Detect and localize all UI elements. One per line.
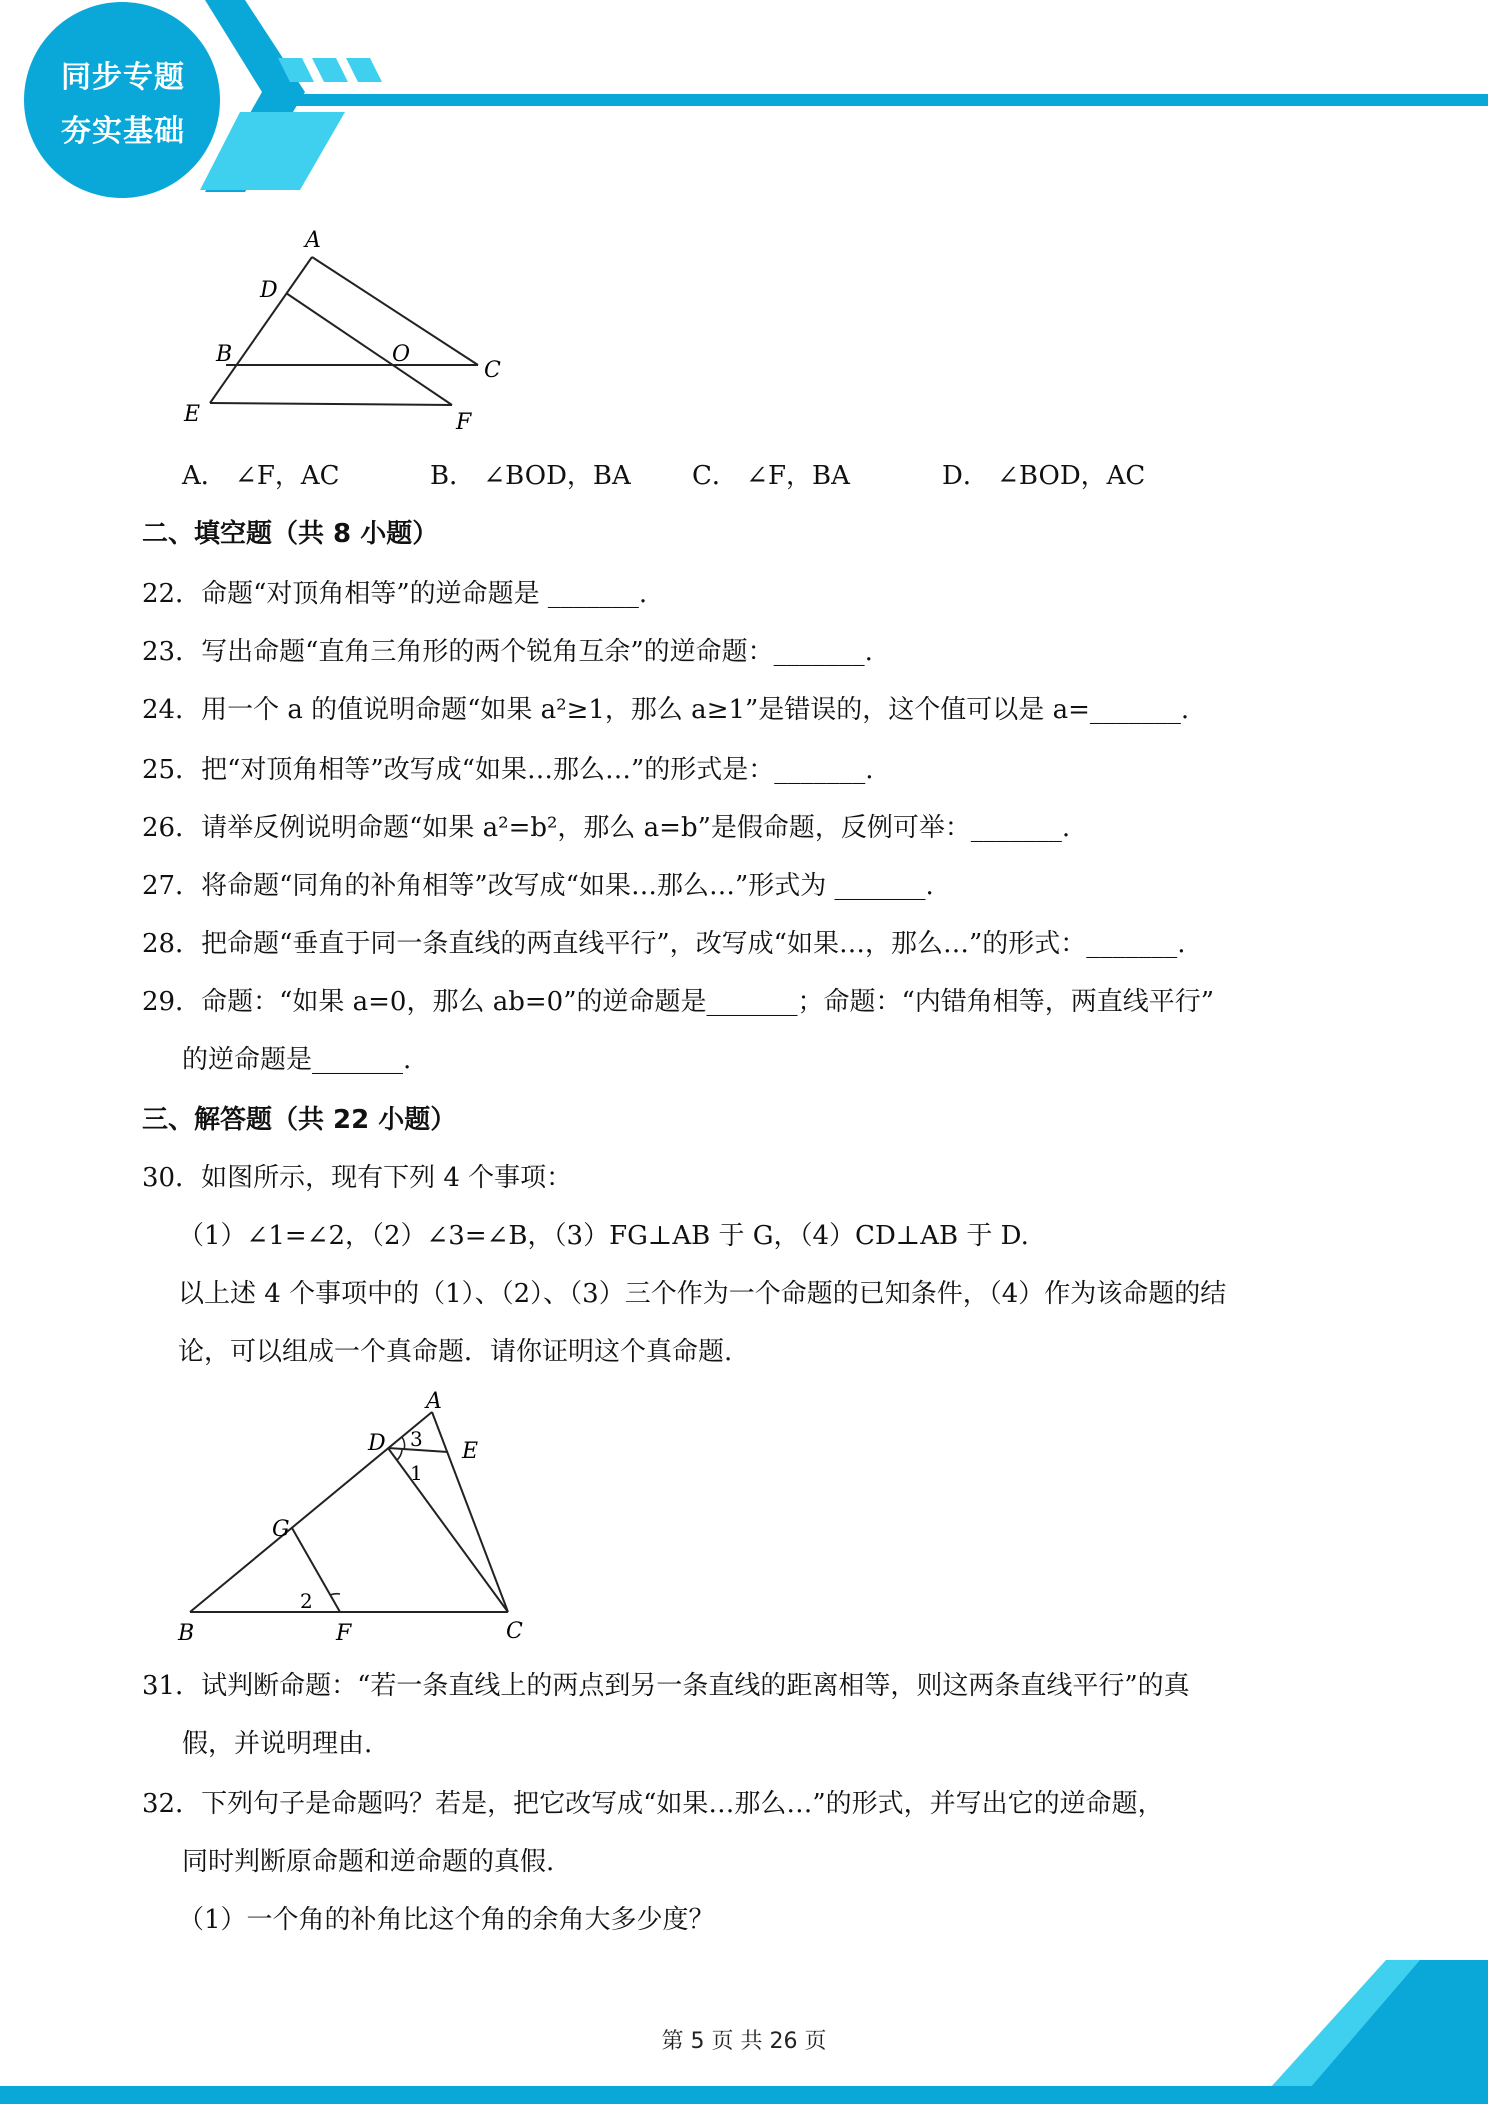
label-D: D bbox=[260, 278, 278, 303]
question-23: 23．写出命题“直角三角形的两个锐角互余”的逆命题：_______. bbox=[142, 637, 873, 667]
angle-1-arc bbox=[397, 1450, 402, 1460]
label-2: 2 bbox=[300, 1589, 313, 1613]
badge-title-line2: 夯实基础 bbox=[61, 114, 185, 149]
angle-2-arc bbox=[330, 1594, 340, 1595]
segment-DC bbox=[388, 1448, 508, 1612]
question-30-line4: 论，可以组成一个真命题．请你证明这个真命题. bbox=[178, 1337, 733, 1367]
label-B: B bbox=[178, 1621, 195, 1646]
header-stripe bbox=[290, 94, 1488, 106]
label-C: C bbox=[506, 1619, 523, 1644]
label-F: F bbox=[336, 1621, 352, 1646]
question-22: 22．命题“对顶角相等”的逆命题是 _______. bbox=[142, 579, 648, 609]
section-heading-fill: 二、填空题（共 8 小题） bbox=[142, 519, 439, 549]
label-B: B bbox=[216, 342, 233, 367]
label-C: C bbox=[484, 358, 501, 383]
label-F: F bbox=[456, 410, 472, 435]
question-31-line2: 假，并说明理由. bbox=[182, 1729, 373, 1759]
footer-stripe bbox=[0, 2086, 1488, 2104]
question-28: 28．把命题“垂直于同一条直线的两直线平行”，改写成“如果…，那么…”的形式：_______. bbox=[142, 929, 1186, 959]
option-c: C． ∠F，BA bbox=[692, 461, 850, 491]
header-chevron-light bbox=[200, 112, 345, 190]
question-31-line1: 31．试判断命题：“若一条直线上的两点到另一条直线的距离相等，则这两条直线平行”的真 bbox=[142, 1671, 1190, 1701]
question-26: 26．请举反例说明命题“如果 a²=b²，那么 a=b”是假命题，反例可举：_______. bbox=[142, 813, 1071, 843]
badge-title-line1: 同步专题 bbox=[61, 60, 185, 95]
figure-triangle-2 bbox=[170, 1390, 550, 1650]
question-30-line2: （1）∠1=∠2，（2）∠3=∠B，（3）FG⊥AB 于 G，（4）CD⊥AB 于 D. bbox=[178, 1221, 1029, 1251]
segment-EF bbox=[210, 403, 452, 405]
header-banner bbox=[0, 0, 1488, 200]
question-32-part1: （1）一个角的补角比这个角的余角大多少度？ bbox=[178, 1905, 715, 1935]
option-a: A． ∠F，AC bbox=[182, 461, 340, 491]
header-dash-3 bbox=[346, 58, 382, 82]
label-E: E bbox=[184, 402, 201, 427]
option-d: D． ∠BOD，AC bbox=[942, 461, 1146, 491]
segment-DF bbox=[286, 293, 452, 405]
question-30-line1: 30．如图所示，现有下列 4 个事项： bbox=[142, 1163, 573, 1193]
option-b: B． ∠BOD，BA bbox=[430, 461, 631, 491]
label-E: E bbox=[462, 1439, 479, 1464]
question-24: 24．用一个 a 的值说明命题“如果 a²≥1，那么 a≥1”是错误的，这个值可以是 a=_______. bbox=[142, 695, 1190, 725]
figure-triangle-1 bbox=[170, 225, 520, 435]
segment-BA bbox=[190, 1412, 432, 1612]
label-A: A bbox=[426, 1390, 442, 1414]
question-25: 25．把“对顶角相等”改写成“如果…那么…”的形式是：_______. bbox=[142, 755, 874, 785]
label-G: G bbox=[272, 1517, 290, 1542]
question-27: 27．将命题“同角的补角相等”改写成“如果…那么…”形式为 _______. bbox=[142, 871, 934, 901]
header-badge bbox=[24, 2, 220, 198]
label-A: A bbox=[305, 228, 321, 253]
label-1: 1 bbox=[410, 1461, 423, 1485]
question-32-line2: 同时判断原命题和逆命题的真假. bbox=[182, 1847, 555, 1877]
question-32-line1: 32．下列句子是命题吗？若是，把它改写成“如果…那么…”的形式，并写出它的逆命题， bbox=[142, 1789, 1164, 1819]
header-dash-2 bbox=[312, 58, 348, 82]
page-number: 第 5 页 共 26 页 bbox=[661, 2029, 827, 2054]
question-30-line3: 以上述 4 个事项中的（1）、（2）、（3）三个作为一个命题的已知条件，（4）作为该命题的结 bbox=[178, 1279, 1227, 1309]
question-29-line1: 29．命题：“如果 a=0，那么 ab=0”的逆命题是_______；命题：“内错角相等，两直线平行” bbox=[142, 987, 1215, 1017]
question-29-line2: 的逆命题是_______. bbox=[182, 1045, 412, 1075]
label-O: O bbox=[392, 342, 411, 367]
label-D: D bbox=[368, 1431, 386, 1456]
label-3: 3 bbox=[410, 1427, 423, 1451]
section-heading-solve: 三、解答题（共 22 小题） bbox=[142, 1105, 457, 1135]
